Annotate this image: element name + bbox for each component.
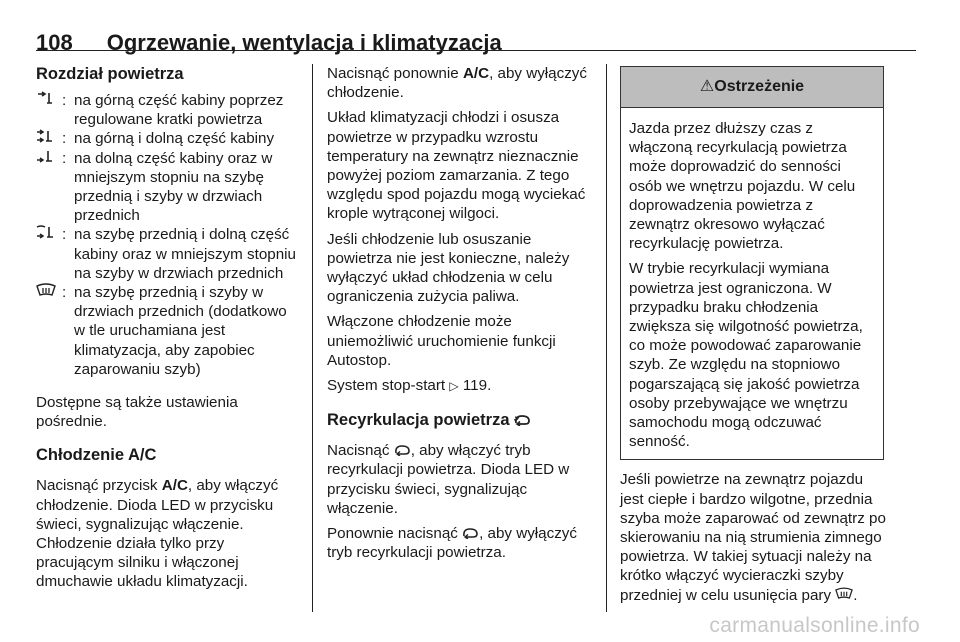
- air-windscreen-lower-icon: [36, 225, 62, 283]
- fogging-paragraph: Jeśli powietrze na zewnątrz pojazdu jest ciepłe i bardzo wilgotne, przednia szyba może zaparować od zewnątrz po skierowaniu na nią strumienia zimnego powietrza. W takiej sytuacji należy na krótko włączyć wycieraczki szyby przedniej w celu usunięcia pary .: [620, 471, 886, 604]
- ac-button-label: A/C: [161, 477, 188, 495]
- column-2: [327, 64, 595, 562]
- ac-button-label: A/C: [462, 65, 490, 82]
- recirculation-icon: [514, 411, 531, 423]
- distribution-text: na szybę przednią i szyby w drzwiach przednich (dodatkowo w tle uruchamiana jest klimatyzacja, aby zapobiec zaparowaniu szyb): [74, 284, 287, 378]
- air-lower-icon: [36, 149, 62, 226]
- warning-box: [620, 66, 884, 460]
- page-header: [36, 30, 502, 56]
- air-upper-icon: [36, 91, 62, 129]
- autostop-paragraph: Włączone chłodzenie może uniemożliwić uruchomienie funkcji Autostop.: [327, 313, 556, 369]
- distribution-text: na górną część kabiny poprzez regulowane kratki powietrza: [74, 92, 284, 129]
- page-title: Ogrzewanie, wentylacja i klimatyzacja: [106, 30, 502, 55]
- ac-off-paragraph: Nacisnąć ponownie A/C, aby wyłączyć chłodzenie.: [327, 65, 587, 102]
- page-reference[interactable]: 119.: [462, 377, 492, 395]
- section-heading-air-distribution: Rozdział powietrza: [36, 65, 184, 83]
- ac-dehumidify-paragraph: Układ klimatyzacji chłodzi i osusza powietrze w przypadku wzrostu temperatury na zewnątrz nieznacznie powyżej poziom zamarzania. Z tego względu spod pojazdu mogą wyciekać krople wytrąconej wilgoci.: [327, 109, 586, 223]
- distribution-text: na szybę przednią i dolną część kabiny oraz w mniejszym stopniu na szyby w drzwiach przednich: [74, 226, 296, 282]
- column-divider-left: [312, 64, 313, 612]
- recirculation-on-paragraph: Nacisnąć , aby włączyć tryb recyrkulacji powietrza. Dioda LED w przycisku świeci, sygnalizując włączenie.: [327, 442, 570, 517]
- distribution-entry: : na szybę przednią i dolną część kabiny oraz w mniejszym stopniu na szyby w drzwiach przednich: [36, 225, 298, 283]
- page-reference-icon: ▷: [449, 379, 459, 394]
- distribution-entry: : na górną część kabiny poprzez regulowane kratki powietrza: [36, 91, 298, 129]
- air-upper-lower-icon: [36, 129, 62, 148]
- distribution-text: na dolną część kabiny oraz w mniejszym stopniu na szybę przednią i szyby w drzwiach przednich: [74, 149, 273, 225]
- recirculation-off-paragraph: Ponownie nacisnąć , aby wyłączyć tryb recyrkulacji powietrza.: [327, 525, 577, 562]
- warning-paragraph: W trybie recyrkulacji wymiana powietrza jest ograniczona. W przypadku braku chłodzenia zwiększa się wilgotność powietrza, co może powodować zaparowanie szyb. Ze względu na stopniowo pogarszającą się jakość powietrza osoby przebywające we wnętrzu samochodu mogą odczuwać senność.: [629, 260, 863, 451]
- warning-triangle-icon: ⚠: [699, 78, 715, 95]
- distribution-text: na górną i dolną część kabiny: [74, 130, 275, 148]
- recirculation-icon: [462, 525, 479, 537]
- distribution-entry: : na dolną część kabiny oraz w mniejszym stopniu na szybę przednią i szyby w drzwiach przednich: [36, 149, 298, 226]
- stop-start-reference: System stop-start ▷ 119.: [327, 377, 492, 395]
- windscreen-defrost-icon: [36, 283, 62, 379]
- header-rule: [36, 50, 916, 51]
- section-heading-recirculation: Recyrkulacja powietrza: [327, 410, 595, 431]
- distribution-entry: : na górną i dolną część kabiny: [36, 129, 298, 148]
- column-1: [36, 64, 298, 592]
- warning-body: [621, 108, 883, 459]
- cooling-paragraph: Nacisnąć przycisk A/C, aby włączyć chłodzenie. Dioda LED w przycisku świeci, sygnalizując włączenie. Chłodzenie działa tylko przy pracującym silniku i włączonej dmuchawie układu klimatyzacji.: [36, 477, 279, 591]
- warning-header: [621, 67, 883, 108]
- recirculation-icon: [394, 442, 411, 454]
- watermark: carmanualsonline.info: [709, 614, 920, 637]
- column-3: [620, 66, 886, 605]
- column-divider-right: [606, 64, 607, 612]
- ac-disable-paragraph: Jeśli chłodzenie lub osuszanie powietrza nie jest konieczne, należy wyłączyć układ chłodzenia w celu ograniczenia zużycia paliwa.: [327, 230, 570, 306]
- section-heading-cooling: Chłodzenie A/C: [36, 446, 157, 465]
- intermediate-settings-note: Dostępne są także ustawienia pośrednie.: [36, 394, 238, 431]
- page-number: 108: [36, 30, 73, 55]
- warning-paragraph: Jazda przez dłuższy czas z włączoną recyrkulacją powietrza może doprowadzić do senności osób we wnętrzu pojazdu. W celu doprowadzenia powietrza z zewnątrz okresowo wyłączać recyrkulację powietrza.: [629, 120, 856, 253]
- warning-title: Ostrzeżenie: [714, 78, 805, 95]
- windscreen-defrost-icon: [835, 587, 853, 604]
- distribution-entry: : na szybę przednią i szyby w drzwiach przednich (dodatkowo w tle uruchamiana jest klimatyzacja, aby zapobiec zaparowaniu szyb): [36, 283, 298, 379]
